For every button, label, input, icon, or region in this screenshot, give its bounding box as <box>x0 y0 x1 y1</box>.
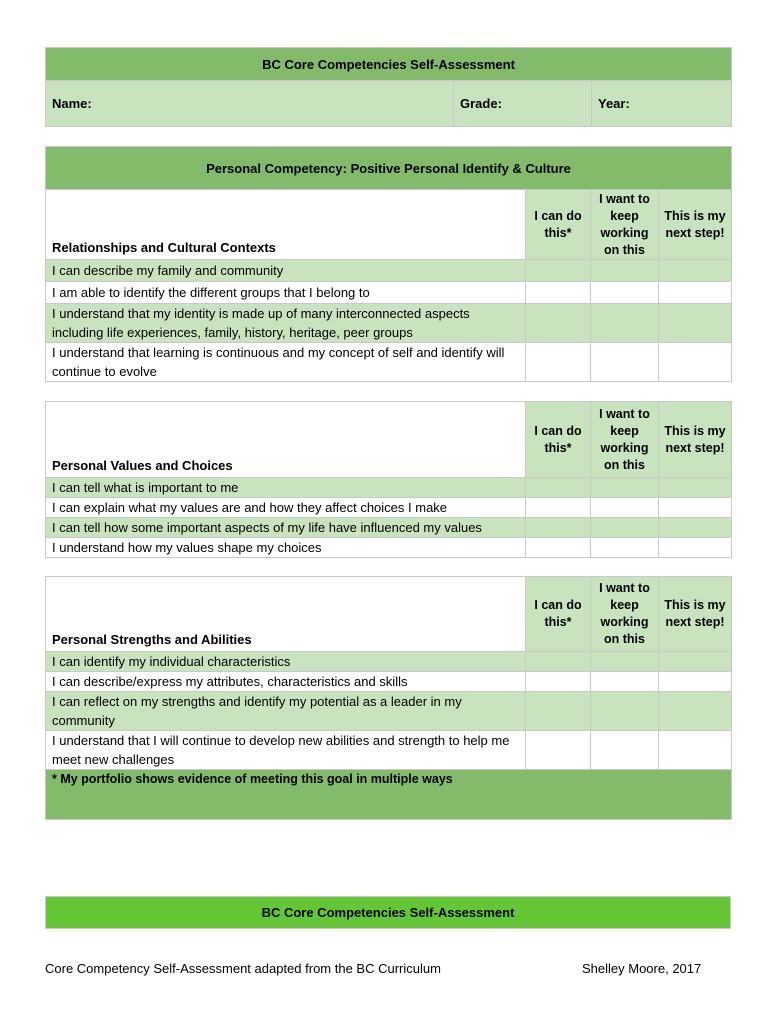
row-statement: I can describe my family and community <box>46 260 526 282</box>
col-can-do: I can do this* <box>526 577 591 652</box>
table-row <box>46 652 732 672</box>
check-keep-working[interactable] <box>591 518 659 538</box>
col-next-step: This is my next step! <box>659 577 732 652</box>
row-statement: I can tell what is important to me <box>46 478 526 498</box>
table-row <box>46 538 732 558</box>
check-keep-working[interactable] <box>591 672 659 692</box>
check-can-do[interactable] <box>526 304 591 343</box>
col-can-do: I can do this* <box>526 190 591 260</box>
grade-label: Grade: <box>460 96 502 111</box>
check-keep-working[interactable] <box>591 260 659 282</box>
section-table-values <box>45 401 732 558</box>
check-keep-working[interactable] <box>591 343 659 382</box>
table-row <box>46 731 732 770</box>
check-keep-working[interactable] <box>591 498 659 518</box>
check-keep-working[interactable] <box>591 538 659 558</box>
table-row <box>46 343 732 382</box>
table-row <box>46 304 732 343</box>
check-can-do[interactable] <box>526 282 591 304</box>
check-can-do[interactable] <box>526 731 591 770</box>
footer-author: Shelley Moore, 2017 <box>582 961 702 976</box>
row-statement: I can describe/express my attributes, characteristics and skills <box>46 672 526 692</box>
check-can-do[interactable] <box>526 478 591 498</box>
check-next-step[interactable] <box>659 672 732 692</box>
col-can-do: I can do this* <box>526 402 591 478</box>
check-keep-working[interactable] <box>591 304 659 343</box>
row-statement: I understand that learning is continuous and my concept of self and identify will continue to evolve <box>46 343 526 382</box>
bottom-banner: BC Core Competencies Self-Assessment <box>45 896 731 929</box>
table-row <box>46 478 732 498</box>
year-label: Year: <box>598 96 630 111</box>
table-row <box>46 518 732 538</box>
check-next-step[interactable] <box>659 498 732 518</box>
name-label: Name: <box>52 96 92 111</box>
row-statement: I can identify my individual characteristics <box>46 652 526 672</box>
section-title: Personal Values and Choices <box>46 402 526 478</box>
col-keep-working: I want to keep working on this <box>591 577 659 652</box>
section-table-strengths <box>45 576 732 820</box>
table-row <box>46 260 732 282</box>
check-can-do[interactable] <box>526 692 591 731</box>
check-keep-working[interactable] <box>591 282 659 304</box>
check-keep-working[interactable] <box>591 652 659 672</box>
check-keep-working[interactable] <box>591 731 659 770</box>
section-title: Relationships and Cultural Contexts <box>46 190 526 260</box>
check-keep-working[interactable] <box>591 478 659 498</box>
section-title: Personal Strengths and Abilities <box>46 577 526 652</box>
check-next-step[interactable] <box>659 518 732 538</box>
check-can-do[interactable] <box>526 672 591 692</box>
check-next-step[interactable] <box>659 282 732 304</box>
check-can-do[interactable] <box>526 652 591 672</box>
check-can-do[interactable] <box>526 260 591 282</box>
check-next-step[interactable] <box>659 343 732 382</box>
year-field[interactable] <box>592 81 732 127</box>
header-table <box>45 47 732 127</box>
check-can-do[interactable] <box>526 518 591 538</box>
row-statement: I can reflect on my strengths and identify my potential as a leader in my community <box>46 692 526 731</box>
row-statement: I understand that I will continue to develop new abilities and strength to help me meet new challenges <box>46 731 526 770</box>
col-next-step: This is my next step! <box>659 190 732 260</box>
row-statement: I can explain what my values are and how they affect choices I make <box>46 498 526 518</box>
check-can-do[interactable] <box>526 498 591 518</box>
check-next-step[interactable] <box>659 652 732 672</box>
check-next-step[interactable] <box>659 260 732 282</box>
row-statement: I understand that my identity is made up of many interconnected aspects including life experiences, family, history, heritage, peer groups <box>46 304 526 343</box>
section-table-relationships <box>45 146 732 382</box>
row-statement: I can tell how some important aspects of my life have influenced my values <box>46 518 526 538</box>
check-next-step[interactable] <box>659 538 732 558</box>
table-row <box>46 672 732 692</box>
col-keep-working: I want to keep working on this <box>591 402 659 478</box>
col-keep-working: I want to keep working on this <box>591 190 659 260</box>
table-row <box>46 282 732 304</box>
table-row <box>46 692 732 731</box>
table-row <box>46 498 732 518</box>
check-can-do[interactable] <box>526 538 591 558</box>
check-next-step[interactable] <box>659 304 732 343</box>
check-next-step[interactable] <box>659 692 732 731</box>
check-keep-working[interactable] <box>591 692 659 731</box>
row-statement: I understand how my values shape my choices <box>46 538 526 558</box>
col-next-step: This is my next step! <box>659 402 732 478</box>
grade-field[interactable] <box>454 81 592 127</box>
footer-source: Core Competency Self-Assessment adapted from the BC Curriculum <box>45 961 441 976</box>
check-next-step[interactable] <box>659 478 732 498</box>
competency-title: Personal Competency: Positive Personal Identify & Culture <box>46 147 732 190</box>
row-statement: I am able to identify the different groups that I belong to <box>46 282 526 304</box>
portfolio-note: * My portfolio shows evidence of meeting this goal in multiple ways <box>46 770 732 820</box>
check-can-do[interactable] <box>526 343 591 382</box>
name-field[interactable] <box>46 81 454 127</box>
form-title: BC Core Competencies Self-Assessment <box>46 48 732 81</box>
check-next-step[interactable] <box>659 731 732 770</box>
